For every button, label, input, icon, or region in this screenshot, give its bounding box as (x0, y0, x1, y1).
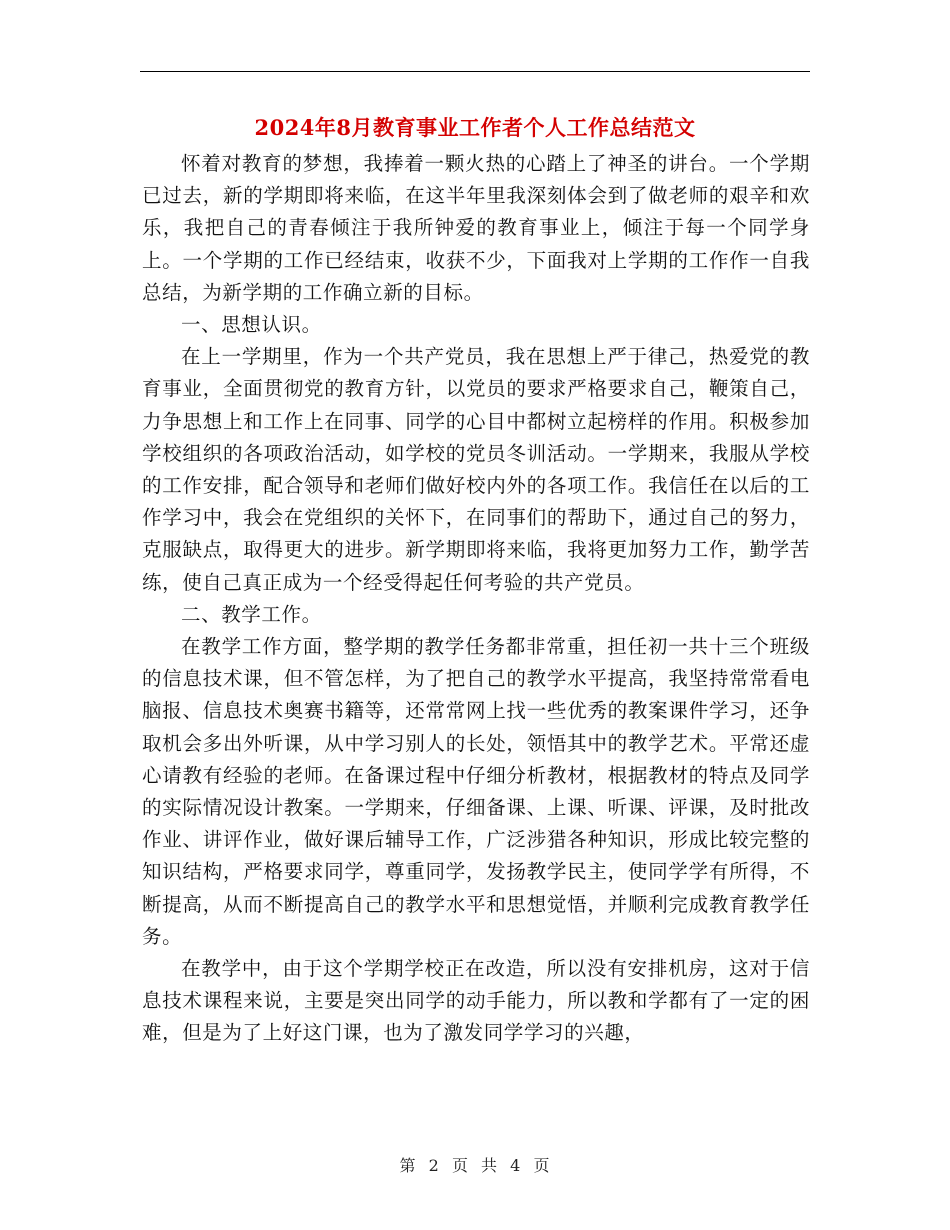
section-heading-thought: 一、思想认识。 (181, 313, 322, 337)
section-heading-teaching: 二、教学工作。 (181, 602, 322, 626)
paragraph-intro: 怀着对教育的梦想，我捧着一颗火热的心踏上了神圣的讲台。一个学期已过去，新的学期即将来临，在这半年里我深刻体会到了做老师的艰辛和欢乐，我把自己的青春倾注于我所钟爱的教育事业上，倾注于每一个同学身上。一个学期的工作已经结束，收获不少，下面我对上学期的工作作一自我总结，为新学期的工作确立新的目标。 (142, 152, 810, 304)
footer-page-unit: 页 (451, 1156, 469, 1175)
document-title: 2024年8月教育事业工作者个人工作总结范文 (254, 115, 696, 140)
footer-prefix: 第 (399, 1156, 417, 1175)
footer-total-prefix: 共 (481, 1156, 499, 1175)
page-footer (0, 1153, 950, 1176)
document-body (142, 148, 810, 1050)
footer-total-unit: 页 (533, 1156, 551, 1175)
header-rule (140, 71, 810, 72)
footer-total-pages: 4 (510, 1156, 522, 1175)
footer-page-number: 2 (428, 1156, 440, 1175)
paragraph-teaching: 在教学工作方面，整学期的教学任务都非常重，担任初一共十三个班级的信息技术课，但不管怎样，为了把自己的教学水平提高，我坚持常常看电脑报、信息技术奥赛书籍等，还常常网上找一些优秀的教案课件学习，还争取机会多出外听课，从中学习别人的长处，领悟其中的教学艺术。平常还虚心请教有经验的老师。在备课过程中仔细分析教材，根据教材的特点及同学的实际情况设计教案。一学期来，仔细备课、上课、听课、评课，及时批改作业、讲评作业，做好课后辅导工作，广泛涉猎各种知识，形成比较完整的知识结构，严格要求同学，尊重同学，发扬教学民主，使同学学有所得，不断提高，从而不断提高自己的教学水平和思想觉悟，并顺利完成教育教学任务。 (142, 635, 810, 948)
paragraph-thought: 在上一学期里，作为一个共产党员，我在思想上严于律己，热爱党的教育事业，全面贯彻党的教育方针，以党员的要求严格要求自己，鞭策自己，力争思想上和工作上在同事、同学的心目中都树立起榜样的作用。积极参加学校组织的各项政治活动，如学校的党员冬训活动。一学期来，我服从学校的工作安排，配合领导和老师们做好校内外的各项工作。我信任在以后的工作学习中，我会在党组织的关怀下，在同事们的帮助下，通过自己的努力，克服缺点，取得更大的进步。新学期即将来临，我将更加努力工作，勤学苦练，使自己真正成为一个经受得起任何考验的共产党员。 (142, 345, 810, 594)
paragraph-teaching-continued: 在教学中，由于这个学期学校正在改造，所以没有安排机房，这对于信息技术课程来说，主要是突出同学的动手能力，所以教和学都有了一定的困难，但是为了上好这门课，也为了激发同学学习的兴趣， (142, 957, 810, 1045)
